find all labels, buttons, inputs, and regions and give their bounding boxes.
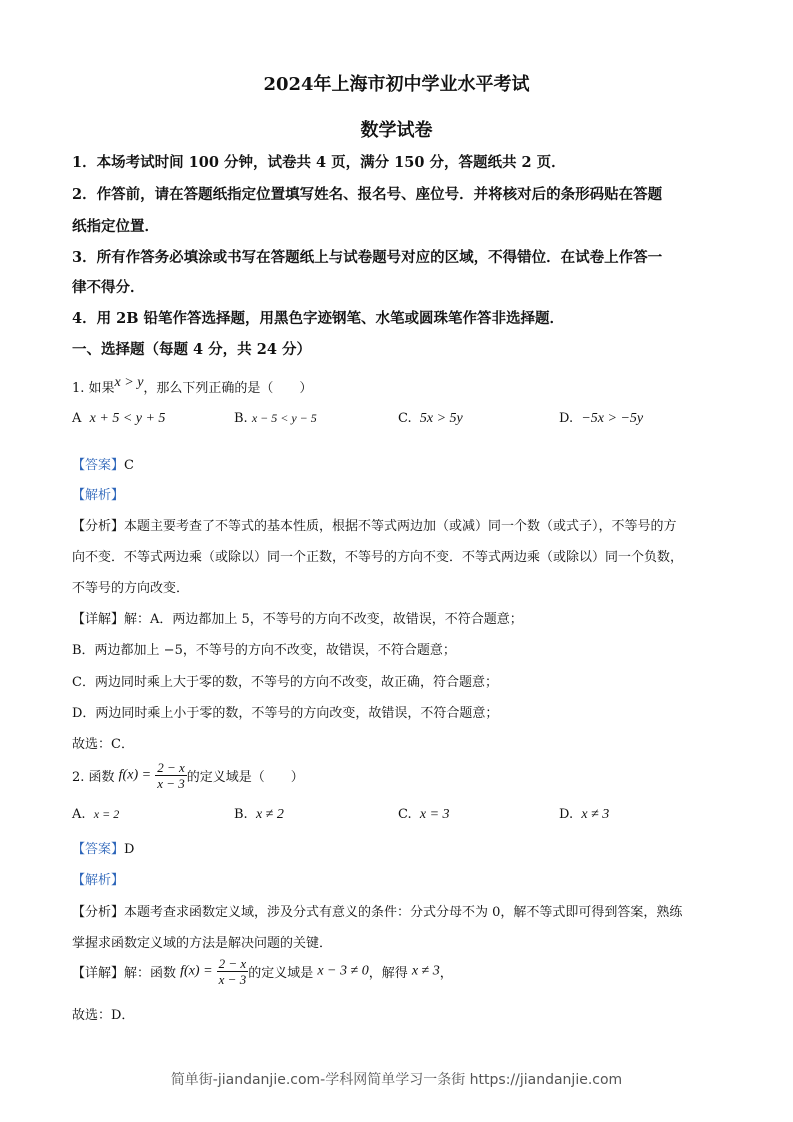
q2-detail-mid2: ，解得 [368, 966, 412, 981]
fraction-denominator: x − 3 [218, 972, 247, 987]
instruction-line: 纸指定位置． [72, 218, 159, 235]
q2-conclusion: 故选：D． [72, 1008, 135, 1023]
q1-option-a [72, 411, 165, 427]
q2-detail-end: ， [439, 966, 453, 981]
answer-value: C [124, 458, 134, 473]
option-label: A [72, 411, 82, 426]
fraction-numerator: 2 − x [218, 956, 247, 971]
q2-option-b [234, 807, 284, 823]
q1-analysis-tag: 【解析】 [72, 488, 125, 503]
q1-answer [72, 454, 134, 473]
option-expr: x = 2 [93, 807, 120, 821]
option-expr: x = 3 [419, 807, 450, 822]
instruction-line: 1．本场考试时间 100 分钟，试卷共 4 页，满分 150 分，答题纸共 2 页． [72, 154, 566, 171]
q2-option-d [559, 807, 609, 823]
q1-option-b [234, 411, 317, 426]
q2-fenxi-line: 【分析】本题考查求函数定义域，涉及分式有意义的条件：分式分母不为 0，解不等式即可得到答案，熟练 [72, 905, 683, 920]
q1-stem-prefix: 1. 如果 [72, 381, 115, 396]
instruction-line: 2．作答前，请在答题纸指定位置填写姓名、报名号、座位号．并将核对后的条形码贴在答题 [72, 186, 663, 203]
q2-detail-mid: 的定义域是 [248, 966, 318, 981]
q2-stem-prefix: 2. 函数 [72, 770, 119, 785]
q2-option-a [72, 807, 119, 822]
q2-stem [72, 760, 304, 791]
q2-fraction [155, 760, 187, 791]
option-label: D. [559, 807, 574, 822]
q1-detail-line: 【详解】解：A．两边都加上 5，不等号的方向不改变，故错误，不符合题意； [72, 612, 523, 627]
option-expr: x − 5 < y − 5 [251, 411, 317, 425]
option-label: A. [72, 807, 86, 822]
q2-detail-func: f(x) = [180, 963, 213, 979]
section-heading: 一、选择题（每题 4 分，共 24 分） [72, 341, 311, 358]
q2-func: f(x) = [118, 767, 152, 783]
q1-conclusion: 故选：C． [72, 737, 134, 752]
q2-stem-suffix: 的定义域是（ ） [186, 770, 304, 785]
q1-fenxi-line: 不等号的方向改变． [72, 581, 190, 596]
q1-option-d [559, 411, 643, 427]
answer-value: D [124, 842, 135, 857]
instruction-line: 律不得分． [72, 279, 145, 296]
q2-detail-result: x ≠ 3 [411, 963, 440, 979]
q2-detail-prefix: 【详解】解：函数 [72, 966, 181, 981]
q1-detail-line: C．两边同时乘上大于零的数，不等号的方向不改变，故正确，符合题意； [72, 675, 498, 690]
option-expr: x + 5 < y + 5 [89, 411, 166, 426]
answer-tag: 【答案】 [72, 842, 125, 857]
option-expr: x ≠ 3 [581, 807, 610, 822]
option-label: D. [559, 411, 574, 426]
option-label: C. [398, 807, 412, 822]
q2-fenxi-line: 掌握求函数定义域的方法是解决问题的关键． [72, 936, 333, 951]
q1-stem-math: x > y [114, 375, 144, 390]
q1-stem [72, 377, 312, 397]
option-label: B. [234, 411, 248, 426]
page-footer: 简单街-jiandanjie.com-学科网简单学习一条街 https://jiandanjie.com [170, 1072, 623, 1088]
q1-fenxi-line: 向不变．不等式两边乘（或除以）同一个正数，不等号的方向不变．不等式两边乘（或除以）同一个负数， [72, 550, 684, 565]
option-expr: −5x > −5y [581, 411, 644, 426]
option-expr: x ≠ 2 [255, 807, 284, 822]
q2-detail [72, 956, 453, 987]
option-label: B. [234, 807, 248, 822]
page-subtitle: 数学试卷 [360, 120, 433, 141]
page-title: 2024年上海市初中学业水平考试 [263, 74, 530, 95]
q1-stem-suffix: ，那么下列正确的是（ ） [143, 381, 313, 396]
q2-answer [72, 838, 134, 857]
q2-analysis-tag: 【解析】 [72, 873, 125, 888]
instruction-line: 3．所有作答务必填涂或书写在答题纸上与试卷题号对应的区域，不得错位．在试卷上作答一 [72, 249, 663, 266]
q2-detail-condition: x − 3 ≠ 0 [317, 963, 369, 979]
fraction-denominator: x − 3 [157, 776, 185, 791]
fraction-numerator: 2 − x [157, 760, 185, 775]
answer-tag: 【答案】 [72, 458, 125, 473]
q1-detail-line: B．两边都加上 −5，不等号的方向不改变，故错误，不符合题意； [72, 643, 456, 658]
q1-detail-line: D．两边同时乘上小于零的数，不等号的方向改变，故错误，不符合题意； [72, 706, 499, 721]
option-expr: 5x > 5y [419, 411, 463, 426]
instruction-line: 4．用 2B 铅笔作答选择题，用黑色字迹钢笔、水笔或圆珠笔作答非选择题． [72, 310, 565, 327]
q1-fenxi-line: 【分析】本题主要考查了不等式的基本性质，根据不等式两边加（或减）同一个数（或式子），不等号的方 [72, 519, 677, 534]
option-label: C. [398, 411, 412, 426]
q1-option-c [398, 411, 463, 427]
q2-option-c [398, 807, 450, 823]
q2-detail-fraction [217, 956, 249, 987]
